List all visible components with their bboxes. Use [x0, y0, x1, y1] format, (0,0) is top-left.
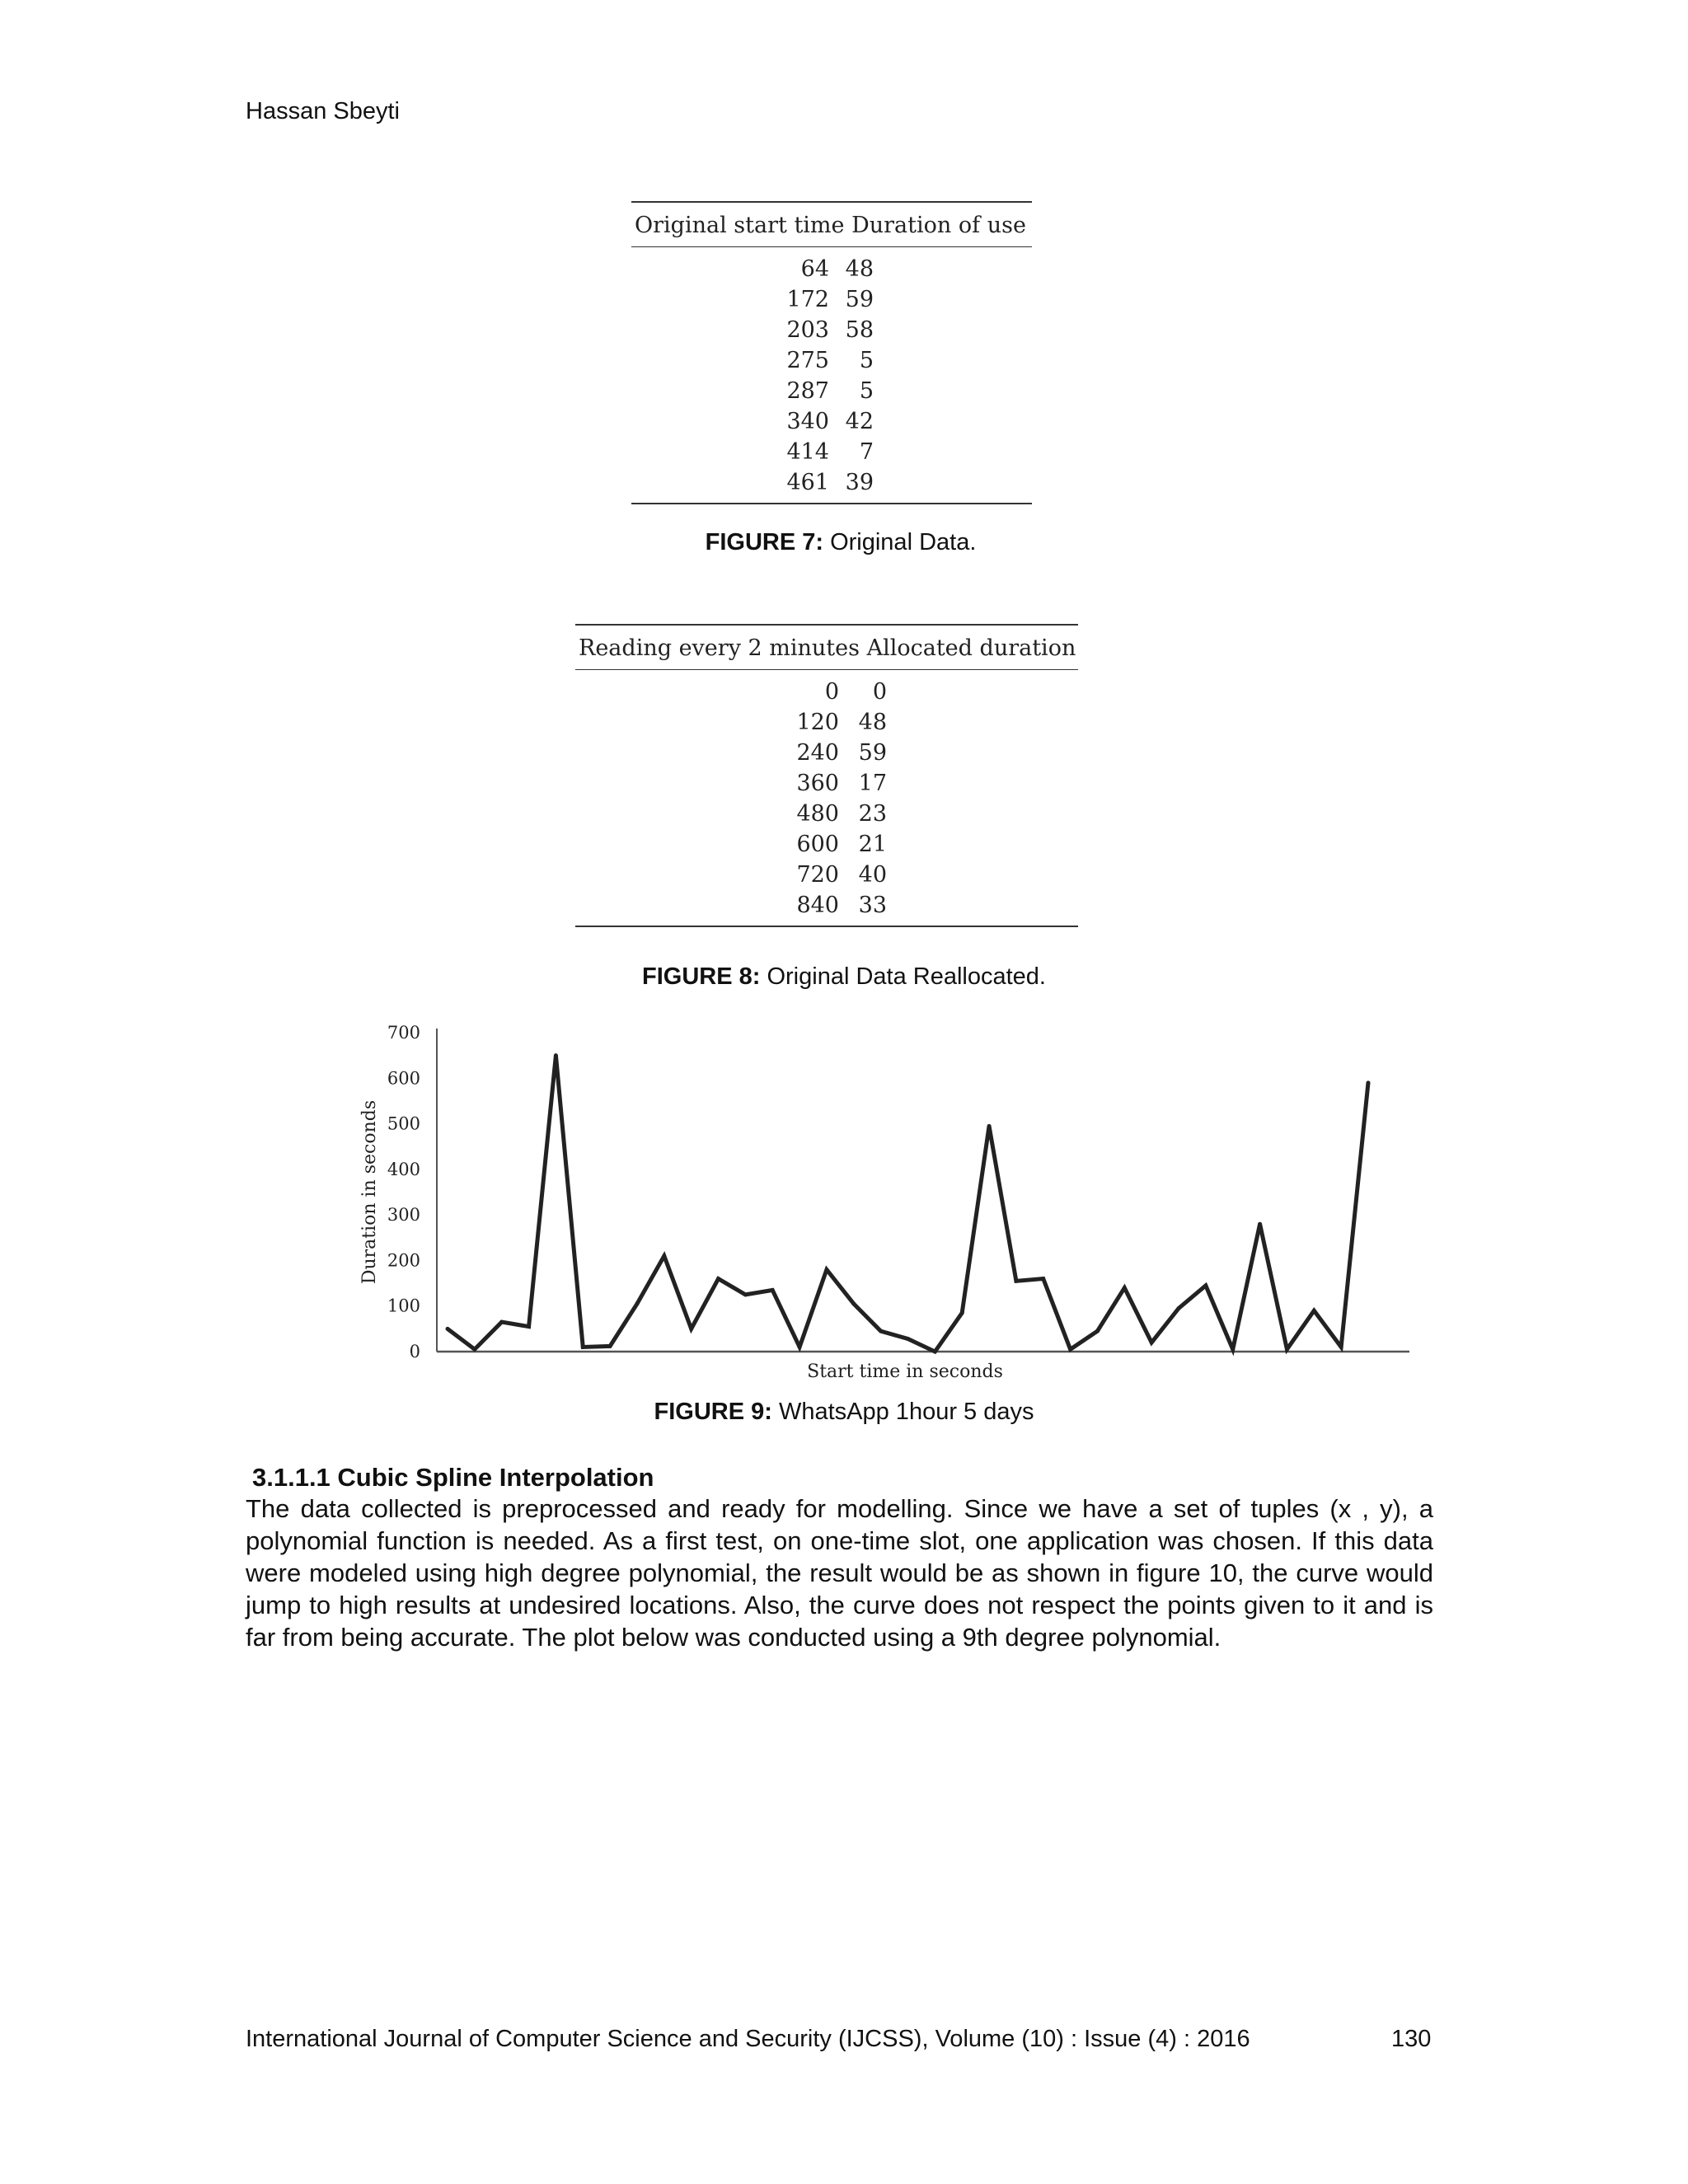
y-tick-label: 200 — [387, 1250, 420, 1271]
table-cell: 120 — [796, 710, 839, 735]
table-row — [575, 829, 1078, 860]
footer-journal-citation: International Journal of Computer Science and Security (IJCSS), Volume (10) : Issue (4) : 2016 — [246, 2026, 1250, 2052]
table-cell: 287 — [786, 378, 829, 404]
data-point — [1203, 1283, 1207, 1287]
y-tick-label: 400 — [387, 1159, 420, 1179]
table-row — [631, 284, 1032, 315]
x-axis-label: Start time in seconds — [807, 1361, 1003, 1382]
caption-label: FIGURE 9: — [654, 1399, 772, 1425]
table-cell: 600 — [796, 832, 839, 857]
table-row — [575, 738, 1078, 768]
table-cell: 5 — [859, 348, 874, 373]
data-point — [446, 1327, 450, 1331]
y-tick-label: 300 — [387, 1205, 420, 1226]
y-axis-label: Duration in seconds — [359, 1099, 380, 1285]
column-header-duration: Duration of use — [851, 213, 1026, 238]
table-row — [575, 768, 1078, 799]
table-cell: 58 — [845, 317, 874, 343]
table-cell: 17 — [858, 771, 887, 796]
data-point — [1231, 1347, 1235, 1352]
data-point — [851, 1301, 856, 1305]
table-row — [575, 799, 1078, 829]
y-tick-label: 700 — [387, 1023, 420, 1043]
data-point — [635, 1301, 639, 1305]
data-point — [743, 1292, 748, 1296]
data-point — [1339, 1345, 1343, 1349]
table-cell: 33 — [858, 893, 887, 918]
table-cell: 840 — [796, 893, 839, 918]
data-point — [987, 1124, 992, 1128]
caption-label: FIGURE 7: — [705, 529, 824, 555]
table-cell: 461 — [786, 470, 829, 495]
data-point — [554, 1053, 558, 1057]
data-point — [1095, 1329, 1100, 1333]
column-header-allocated: Allocated duration — [866, 635, 1076, 661]
table-cell: 5 — [859, 378, 874, 404]
data-point — [527, 1324, 531, 1329]
caption-label: FIGURE 8: — [642, 963, 761, 990]
data-points — [446, 1053, 1371, 1353]
table-cell: 203 — [786, 317, 829, 343]
data-point — [1312, 1309, 1316, 1313]
y-axis-ticks — [387, 1023, 420, 1361]
data-point — [1068, 1347, 1072, 1352]
data-point — [1150, 1340, 1154, 1344]
table-cell: 172 — [786, 287, 829, 312]
data-point — [960, 1311, 964, 1315]
table-cell: 21 — [858, 832, 887, 857]
caption-text: Original Data Reallocated. — [767, 963, 1046, 990]
data-point — [1367, 1080, 1371, 1085]
table-row — [631, 467, 1032, 498]
data-point — [1041, 1277, 1045, 1281]
column-header-start-time: Original start time — [635, 213, 845, 238]
running-header-author: Hassan Sbeyti — [246, 98, 400, 124]
table-cell: 42 — [845, 409, 874, 434]
data-point — [716, 1277, 720, 1281]
data-point — [933, 1350, 937, 1354]
body-paragraph: The data collected is preprocessed and ready for modelling. Since we have a set of tuples (x , y), a polynomial function is needed. As a first test, on one-time slot, one application was chosen. If this data were modeled using high degree polynomial, the result would be as shown in figure 10, the curve would jump to high results at undesired locations. Also, the curve does not respect the points given to it and is far from being accurate. The plot below was conducted using a 9th degree polynomial. — [246, 1494, 1433, 1652]
table-row — [631, 345, 1032, 376]
table-cell: 414 — [786, 439, 829, 465]
table-cell: 0 — [872, 679, 887, 705]
data-point — [771, 1288, 775, 1292]
table-body — [631, 247, 1032, 503]
table-cell: 275 — [786, 348, 829, 373]
y-tick-label: 500 — [387, 1113, 420, 1134]
figure-8-table — [575, 624, 1078, 927]
table-cell: 40 — [858, 862, 887, 888]
figure-9-caption — [0, 1399, 1688, 1426]
table-row — [575, 860, 1078, 890]
table-row — [631, 376, 1032, 406]
data-point — [1177, 1306, 1181, 1310]
table-cell: 59 — [858, 740, 887, 766]
table-cell: 360 — [796, 771, 839, 796]
data-point — [1014, 1279, 1018, 1283]
table-bottom-rule — [575, 926, 1078, 927]
table-cell: 64 — [800, 256, 829, 282]
table-cell: 48 — [858, 710, 887, 735]
table-row — [575, 707, 1078, 738]
table-bottom-rule — [631, 503, 1032, 504]
table-row — [631, 437, 1032, 467]
y-tick-label: 0 — [409, 1342, 420, 1361]
caption-text: WhatsApp 1hour 5 days — [778, 1399, 1034, 1425]
table-row — [631, 406, 1032, 437]
figure-9-line-chart — [354, 1014, 1426, 1385]
data-point — [879, 1329, 883, 1333]
caption-text: Original Data. — [830, 529, 977, 555]
table-cell: 240 — [796, 740, 839, 766]
data-point — [1123, 1286, 1127, 1290]
table-row — [631, 315, 1032, 345]
figure-7-caption — [0, 529, 1681, 556]
table-cell: 340 — [786, 409, 829, 434]
figure-7-table — [631, 201, 1032, 504]
table-row — [575, 677, 1078, 707]
table-row — [575, 890, 1078, 921]
data-point — [1258, 1222, 1262, 1226]
section-heading: 3.1.1.1 Cubic Spline Interpolation — [252, 1463, 654, 1492]
y-tick-label: 100 — [387, 1296, 420, 1316]
table-header — [631, 203, 1032, 246]
data-point — [798, 1345, 802, 1349]
data-point — [662, 1254, 666, 1258]
data-point — [824, 1268, 828, 1272]
table-cell: 7 — [859, 439, 874, 465]
table-cell: 48 — [845, 256, 874, 282]
data-point — [608, 1344, 612, 1348]
data-point — [1285, 1347, 1289, 1352]
data-point — [689, 1327, 693, 1331]
table-cell: 720 — [796, 862, 839, 888]
table-body — [575, 670, 1078, 926]
column-header-reading: Reading every 2 minutes — [579, 635, 860, 661]
series-line-whatsapp — [448, 1056, 1368, 1352]
table-cell: 480 — [796, 801, 839, 827]
data-point — [499, 1320, 504, 1324]
y-tick-label: 600 — [387, 1068, 420, 1089]
data-point — [472, 1347, 476, 1352]
data-point — [581, 1345, 585, 1349]
table-cell: 59 — [845, 287, 874, 312]
table-header — [575, 626, 1078, 669]
table-row — [631, 254, 1032, 284]
figure-8-caption — [0, 963, 1688, 991]
table-cell: 23 — [858, 801, 887, 827]
table-cell: 39 — [845, 470, 874, 495]
page-number: 130 — [1391, 2026, 1432, 2052]
table-cell: 0 — [824, 679, 839, 705]
data-point — [906, 1337, 910, 1341]
